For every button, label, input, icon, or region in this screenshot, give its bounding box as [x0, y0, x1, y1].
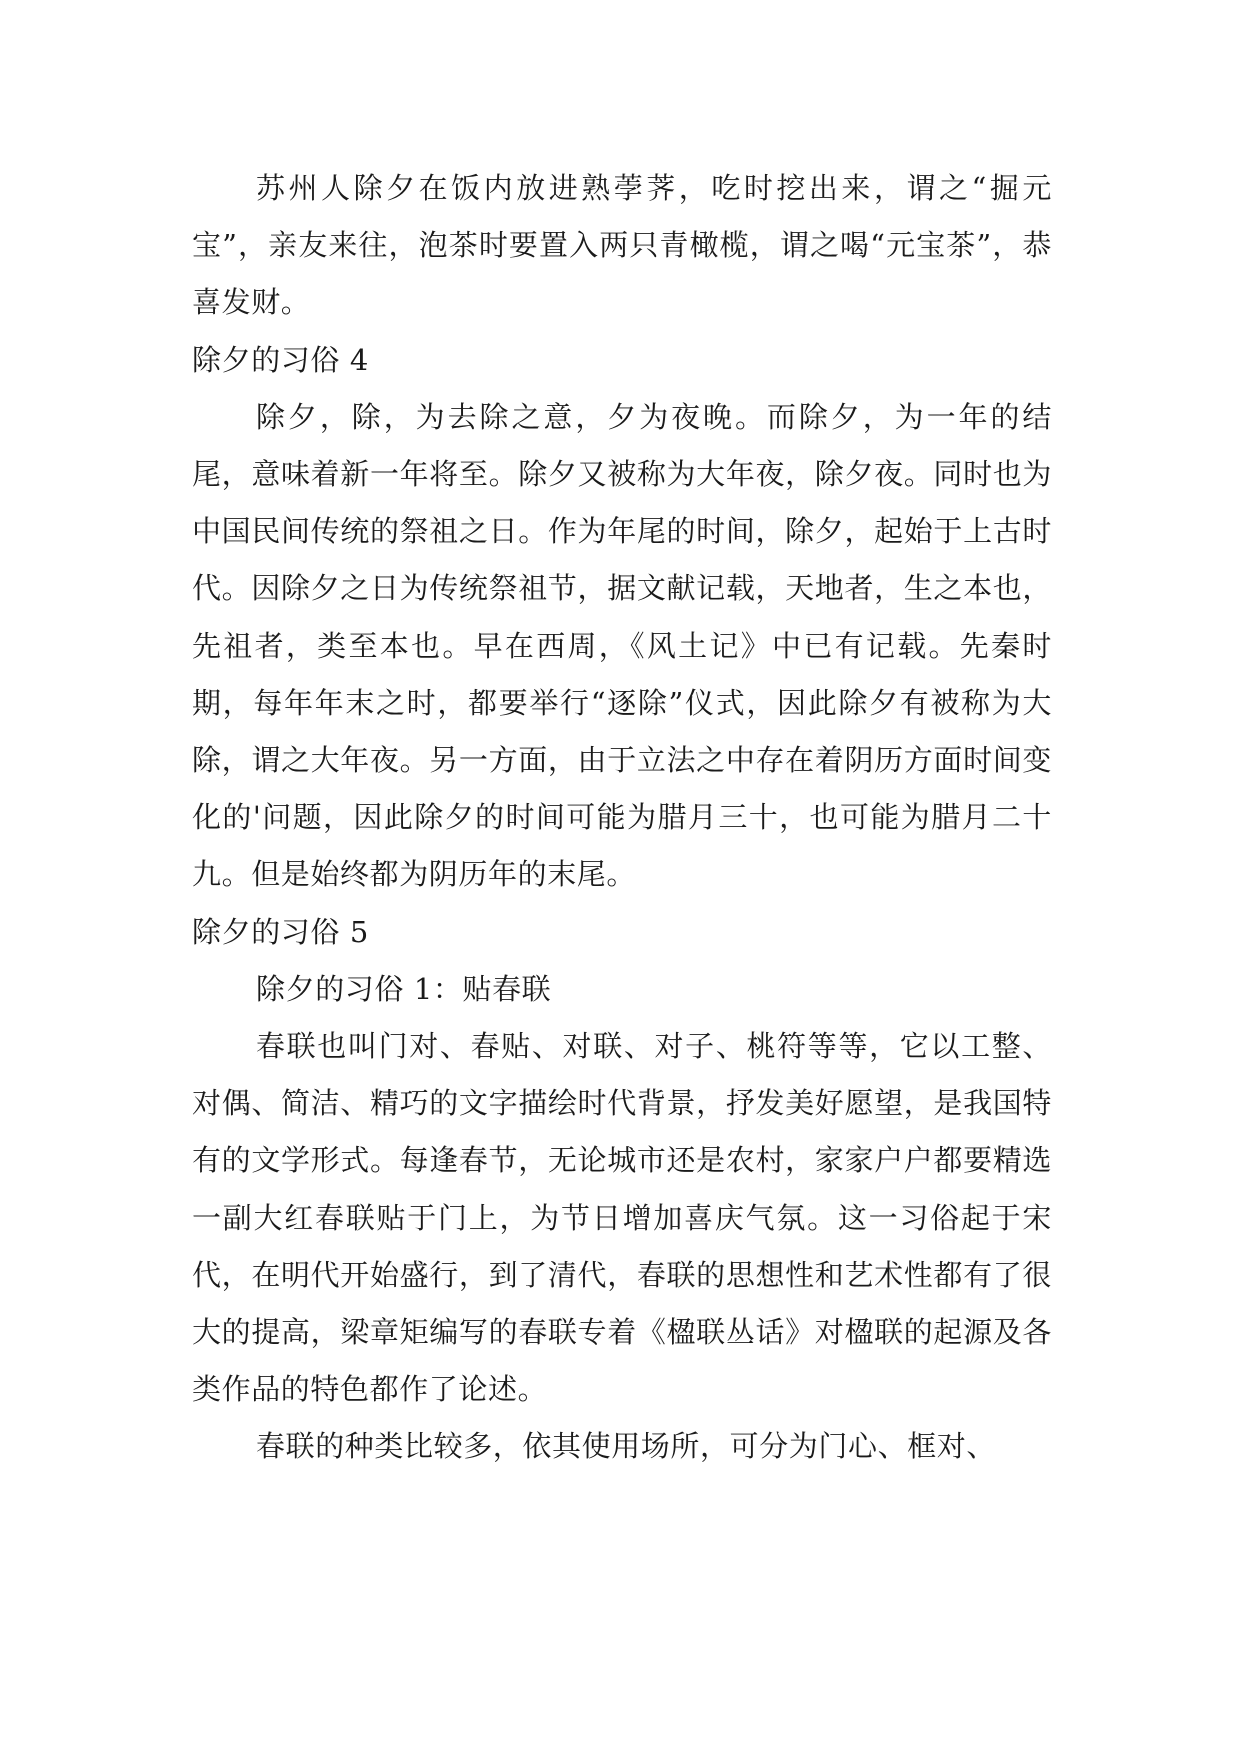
- paragraph-couplet-types: 春联的种类比较多，依其使用场所，可分为门心、框对、: [256, 1429, 997, 1464]
- paragraph-chuxi-meaning: 除夕，除，为去除之意，夕为夜晚。而除夕，为一年的结尾，意味着新一年将至。除夕又被称为大年夜，除夕夜。同时也为中国民间传统的祭祖之日。作为年尾的时间，除夕，起始于上古时代。因除夕之日为传统祭祖节，据文献记载，天地者，生之本也，先祖者，类至本也。早在西周，《风土记》中已有记载。先秦时期，每年年末之时，都要举行“逐除”仪式，因此除夕有被称为大除，谓之大年夜。另一方面，由于立法之中存在着阴历方面时间变化的'问题，因此除夕的时间可能为腊月三十，也可能为腊月二十九。但是始终都为阴历年的末尾。: [192, 399, 1052, 892]
- document-body: [192, 160, 1052, 1476]
- paragraph-suzhou-custom: 苏州人除夕在饭内放进熟荸荠，吃时挖出来，谓之“掘元宝”，亲友来往，泡茶时要置入两只青橄榄，谓之喝“元宝茶”，恭喜发财。: [192, 171, 1052, 320]
- paragraph-spring-couplets: 春联也叫门对、春贴、对联、对子、桃符等等，它以工整、对偶、简洁、精巧的文字描绘时代背景，抒发美好愿望，是我国特有的文学形式。每逢春节，无论城市还是农村，家家户户都要精选一副大红春联贴于门上，为节日增加喜庆气氛。这一习俗起于宋代，在明代开始盛行，到了清代，春联的思想性和艺术性都有了很大的提高，梁章矩编写的春联专着《楹联丛话》对楹联的起源及各类作品的特色都作了论述。: [192, 1029, 1052, 1407]
- subheading-spring-couplets: 除夕的习俗 1：贴春联: [256, 971, 552, 1006]
- section-heading-4: 除夕的习俗 4: [192, 342, 369, 377]
- section-heading-5: 除夕的习俗 5: [192, 914, 369, 949]
